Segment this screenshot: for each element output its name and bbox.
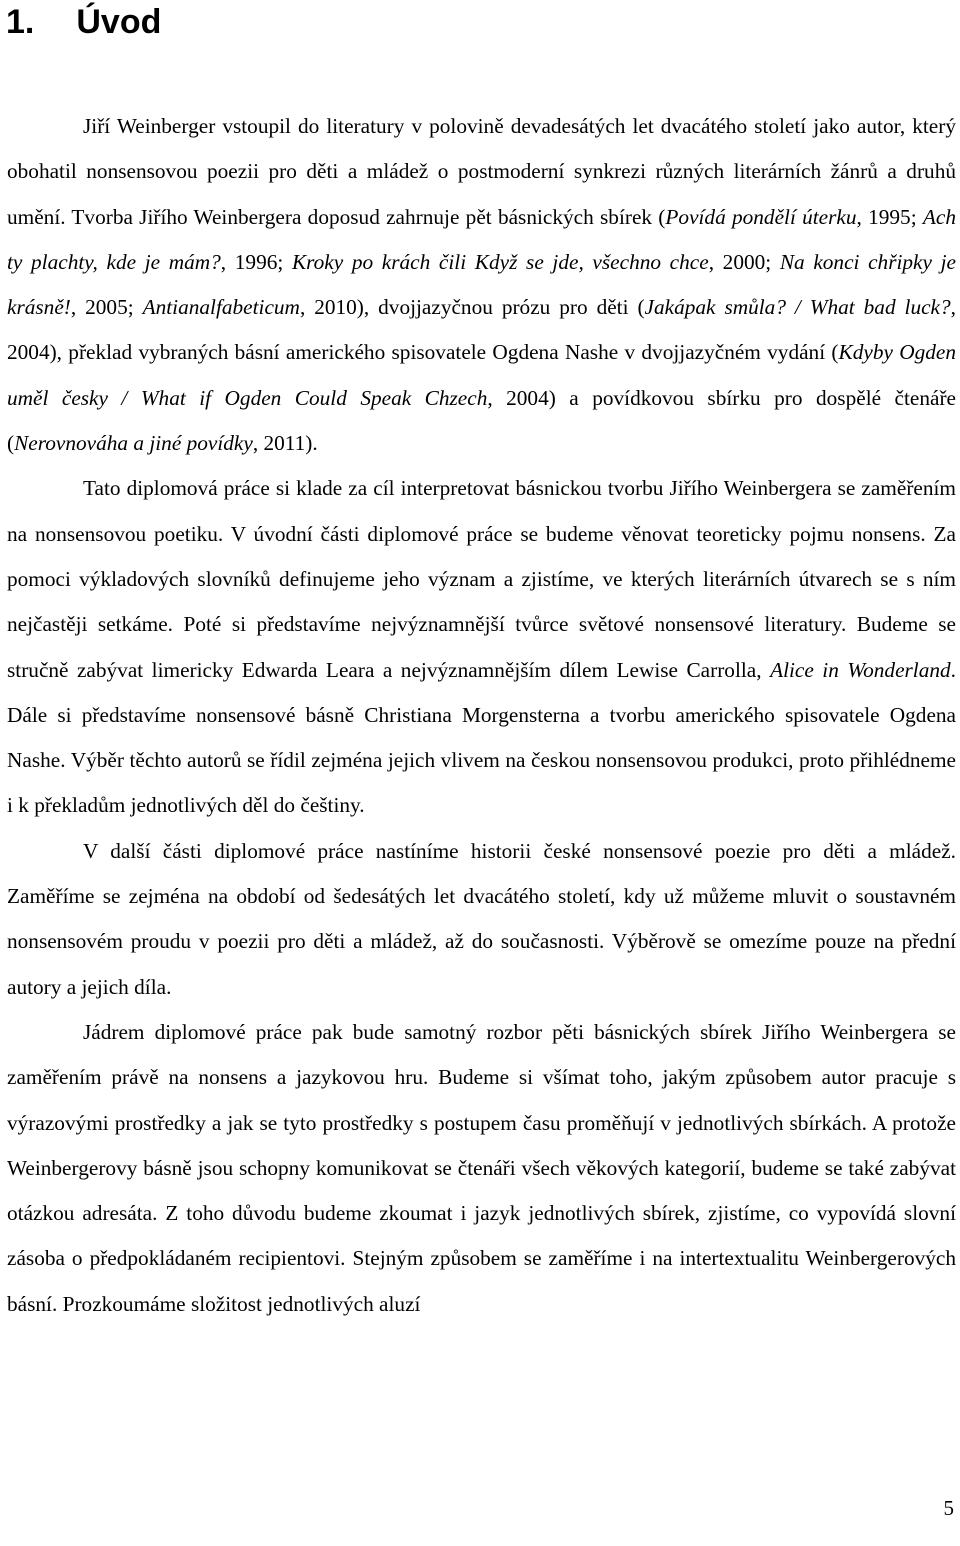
italic-title: Antianalfabeticum bbox=[142, 295, 300, 320]
italic-title: Alice in Wonderland bbox=[770, 657, 951, 682]
text-segment: Jiří Weinberger vstoupil do literatury v polovině devadesátých let dvacátého století jako autor, který obohatil nonsensovou poezii pro děti a mládež o postmoderní synkrezi různých literárních žánrů a druhů umění. Tvorba Jiřího Weinbergera doposud zahrnuje pět básnických sbírek ( bbox=[7, 114, 956, 229]
italic-title: Jakápak smůla? / What bad luck? bbox=[644, 295, 951, 320]
italic-title: Nerovnováha a jiné povídky bbox=[14, 431, 253, 456]
text-segment: , 2010), dvojjazyčnou prózu pro děti ( bbox=[299, 295, 645, 320]
text-segment: . Dále si představíme nonsensové básně Christiana Morgensterna a tvorbu amerického spisovatele Ogdena Nashe. Výběr těchto autorů se řídil zejména jejich vlivem na českou nonsensovou produkci, proto přihlédneme i k překladům jednotlivých děl do češtiny. bbox=[7, 657, 956, 818]
italic-title: Kdyby Ogden uměl česky / What if Ogden Could Speak Chzech bbox=[7, 340, 956, 410]
text-segment: , 2004) a povídkovou sbírku pro dospělé čtenáře ( bbox=[7, 385, 956, 456]
text-segment: V další části diplomové práce nastíníme historii české nonsensové poezie pro děti a mládež. Zaměříme se zejména na období od šedesátých let dvacátého století, kdy už můžeme mluvit o soustavném nonsensovém proudu v poezii pro děti a mládež, až do současnosti. Výběrově se omezíme pouze na přední autory a jejich díla. bbox=[7, 838, 956, 999]
text-segment: , 2000; bbox=[708, 249, 780, 274]
italic-title: Ach ty plachty, kde je mám? bbox=[7, 204, 956, 274]
paragraph bbox=[7, 466, 956, 828]
paragraph bbox=[7, 1010, 956, 1327]
page-number: 5 bbox=[943, 1496, 954, 1520]
italic-title: Kroky po krách čili Když se jde, všechno chce bbox=[291, 249, 709, 274]
italic-title: Povídá pondělí úterku bbox=[665, 204, 857, 229]
chapter-title: Úvod bbox=[76, 3, 162, 41]
text-segment: , 1995; bbox=[856, 204, 923, 229]
text-segment: , 2011). bbox=[252, 431, 318, 456]
body-text bbox=[7, 104, 956, 1327]
text-segment: Jádrem diplomové práce pak bude samotný rozbor pěti básnických sbírek Jiřího Weinbergera se zaměřením právě na nonsens a jazykovou hru. Budeme si všímat toho, jakým způsobem autor pracuje s výrazovými prostředky a jak se tyto prostředky s postupem času proměňují v jednotlivých sbírkách. A protože Weinbergerovy básně jsou schopny komunikovat se čtenáři všech věkových kategorií, budeme se také zabývat otázkou adresáta. Z toho důvodu budeme zkoumat i jazyk jednotlivých sbírek, zjistíme, co vypovídá slovní zásoba o předpokládaném recipientovi. Stejným způsobem se zaměříme i na intertextualitu Weinbergerových básní. Prozkoumáme složitost jednotlivých aluzí bbox=[7, 1019, 956, 1316]
italic-title: Na konci chřipky je krásně! bbox=[7, 249, 956, 320]
chapter-number: 1. bbox=[6, 3, 35, 41]
text-segment: Tato diplomová práce si klade za cíl interpretovat básnickou tvorbu Jiřího Weinbergera se zaměřením na nonsensovou poetiku. V úvodní části diplomové práce se budeme věnovat teoreticky pojmu nonsens. Za pomoci výkladových slovníků definujeme jeho význam a zjistíme, ve kterých literárních útvarech se s ním nejčastěji setkáme. Poté si představíme nejvýznamnější tvůrce světové nonsensové literatury. Budeme se stručně zabývat limericky Edwarda Leara a nejvýznamnějším dílem Lewise Carrolla, bbox=[7, 476, 956, 682]
text-segment: , 1996; bbox=[220, 249, 292, 274]
chapter-heading bbox=[6, 0, 161, 44]
paragraph bbox=[7, 104, 956, 466]
paragraph bbox=[7, 829, 956, 1010]
text-segment: , 2005; bbox=[70, 295, 143, 320]
text-segment: , 2004), překlad vybraných básní amerického spisovatele Ogdena Nashe v dvojjazyčném vydání ( bbox=[7, 295, 956, 365]
